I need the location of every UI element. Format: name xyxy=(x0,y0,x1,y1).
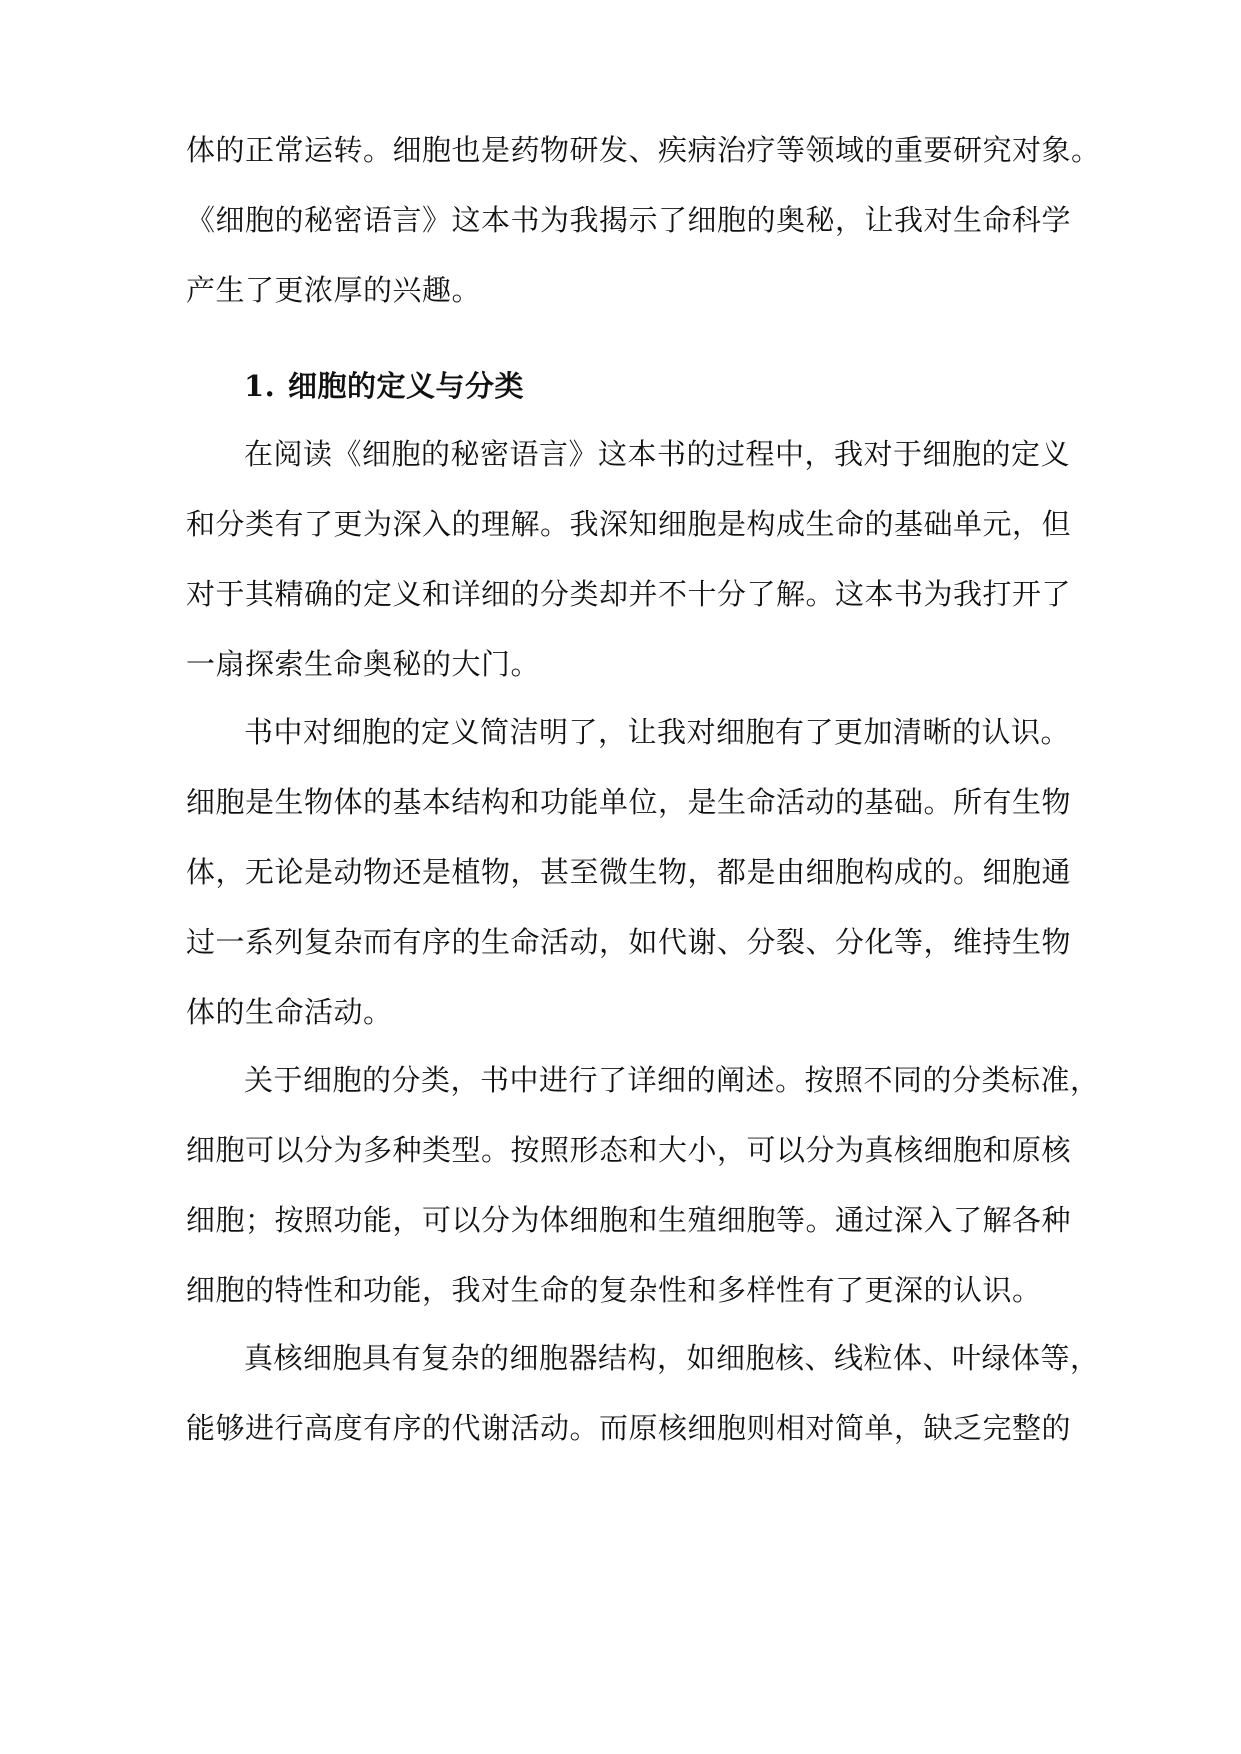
paragraph-first-line: 真核细胞具有复杂的细胞器结构，如细胞核、线粒体、叶绿体等， xyxy=(244,1341,1100,1375)
text-line: 细胞；按照功能，可以分为体细胞和生殖细胞等。通过深入了解各种 xyxy=(186,1203,1072,1237)
text-line: 细胞的特性和功能，我对生命的复杂性和多样性有了更深的认识。 xyxy=(186,1273,1042,1307)
text-line: 细胞可以分为多种类型。按照形态和大小，可以分为真核细胞和原核 xyxy=(186,1133,1072,1167)
section-number: 1. xyxy=(244,369,276,403)
paragraph-first-line: 书中对细胞的定义简洁明了，让我对细胞有了更加清晰的认识。 xyxy=(244,715,1071,749)
text-line: 产生了更浓厚的兴趣。 xyxy=(186,273,482,307)
text-line: 细胞是生物体的基本结构和功能单位，是生命活动的基础。所有生物 xyxy=(186,785,1072,819)
text-line: 和分类有了更为深入的理解。我深知细胞是构成生命的基础单元，但 xyxy=(186,507,1072,541)
text-line: 过一系列复杂而有序的生命活动，如代谢、分裂、分化等，维持生物 xyxy=(186,925,1072,959)
paragraph-first-line: 关于细胞的分类，书中进行了详细的阐述。按照不同的分类标准， xyxy=(244,1063,1100,1097)
text-line: 能够进行高度有序的代谢活动。而原核细胞则相对简单，缺乏完整的 xyxy=(186,1411,1072,1445)
section-heading xyxy=(244,366,524,406)
text-line: 体，无论是动物还是植物，甚至微生物，都是由细胞构成的。细胞通 xyxy=(186,855,1072,889)
text-line: 《细胞的秘密语言》这本书为我揭示了细胞的奥秘，让我对生命科学 xyxy=(186,203,1072,237)
text-line: 对于其精确的定义和详细的分类却并不十分了解。这本书为我打开了 xyxy=(186,577,1072,611)
text-line: 体的正常运转。细胞也是药物研发、疾病治疗等领域的重要研究对象。 xyxy=(186,133,1101,167)
text-line: 体的生命活动。 xyxy=(186,995,393,1029)
paragraph-first-line: 在阅读《细胞的秘密语言》这本书的过程中，我对于细胞的定义 xyxy=(244,437,1071,471)
section-title: 细胞的定义与分类 xyxy=(288,369,525,403)
text-line: 一扇探索生命奥秘的大门。 xyxy=(186,647,541,681)
